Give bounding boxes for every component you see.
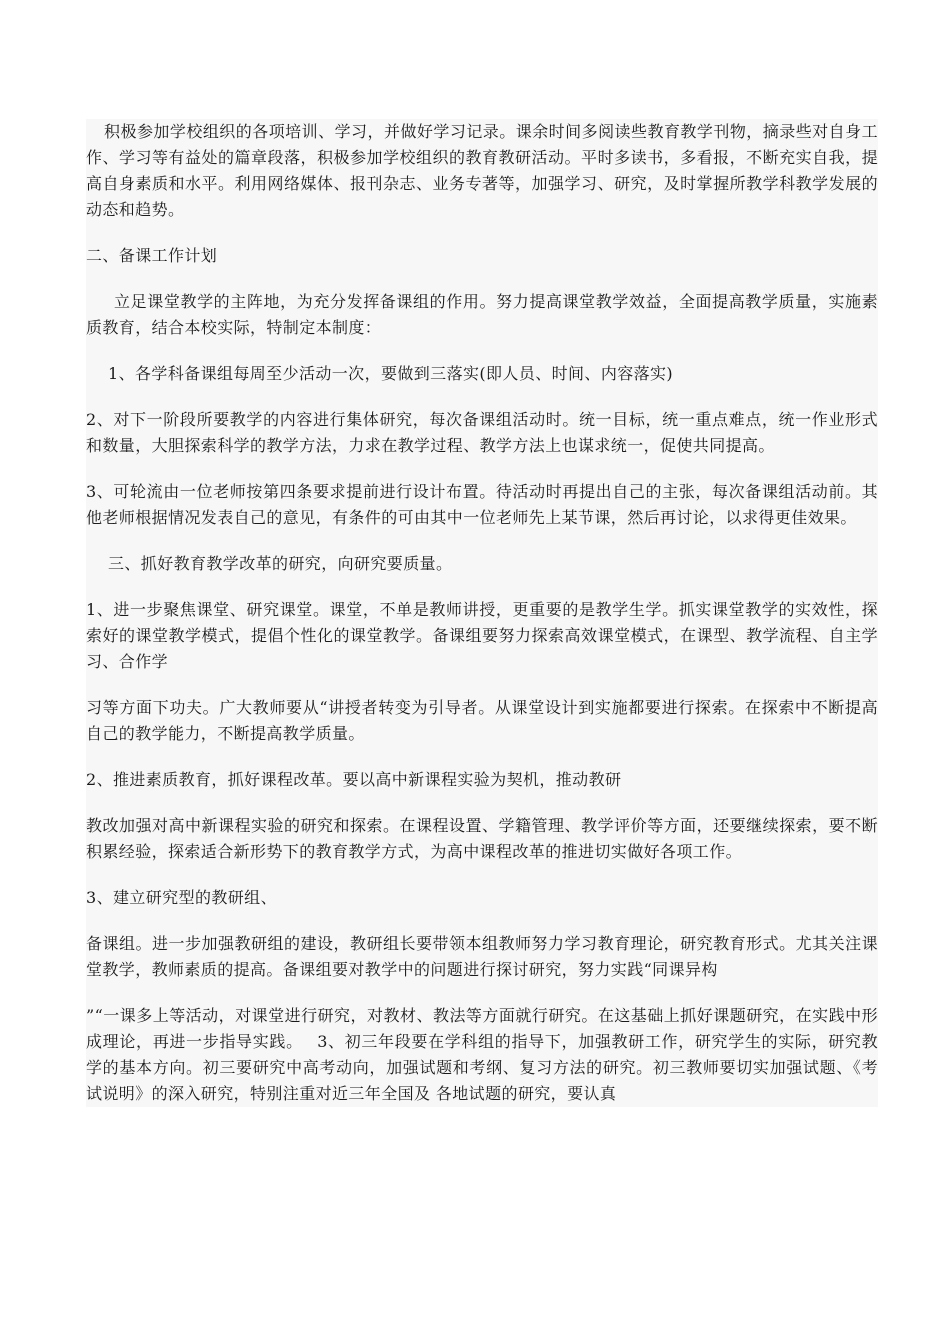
reform-item-1: 1、进一步聚焦课堂、研究课堂。课堂，不单是教师讲授，更重要的是教学生学。抓实课堂教学的实效性，探索好的课堂教学模式，提倡个性化的课堂教学。备课组要努力探索高效课堂模式，在课型、教学流程、自主学习、合作学 [86,600,878,671]
heading-reform: 三、抓好教育教学改革的研究，向研究要质量。 [108,554,453,573]
paragraph-lesson-prep-intro: 立足课堂教学的主阵地，为充分发挥备课组的作用。努力提高课堂教学效益，全面提高教学质量，实施素质教育，结合本校实际，特制定本制度： [86,292,878,337]
list-item-3: 3、可轮流由一位老师按第四条要求提前进行设计布置。待活动时再提出自己的主张，每次备课组活动前。其他老师根据情况发表自己的意见，有条件的可由其中一位老师先上某节课，然后再讨论，以求得更佳效果。 [86,482,878,527]
document-body [86,119,878,1107]
list-item-1: 1、各学科备课组每周至少活动一次，要做到三落实(即人员、时间、内容落实) [108,364,674,383]
reform-item-3-cont: 备课组。进一步加强教研组的建设，教研组长要带领本组教师努力学习教育理论，研究教育形式。尤其关注课堂教学，教师素质的提高。备课组要对教学中的问题进行探讨研究，努力实践“同课异构 [86,934,878,979]
list-item-2: 2、对下一阶段所要教学的内容进行集体研究，每次备课组活动时。统一目标，统一重点难点，统一作业形式和数量，大胆探索科学的教学方法，力求在教学过程、教学方法上也谋求统一，促使共同提高。 [86,410,878,455]
heading-lesson-prep: 二、备课工作计划 [86,246,218,265]
paragraph-study: 积极参加学校组织的各项培训、学习，并做好学习记录。课余时间多阅读些教育教学刊物，摘录些对自身工作、学习等有益处的篇章段落，积极参加学校组织的教育教研活动。平时多读书，多看报，不断充实自我，提高自身素质和水平。利用网络媒体、报刊杂志、业务专著等，加强学习、研究，及时掌握所教学科教学发展的动态和趋势。 [86,122,878,219]
reform-item-3: 3、建立研究型的教研组、 [86,888,277,907]
reform-item-2: 2、推进素质教育，抓好课程改革。要以高中新课程实验为契机，推动教研 [86,770,622,789]
reform-item-1-cont: 习等方面下功夫。广大教师要从“讲授者转变为引导者。从课堂设计到实施都要进行探索。在探索中不断提高自己的教学能力，不断提高教学质量。 [86,698,878,743]
reform-item-2-cont: 教改加强对高中新课程实验的研究和探索。在课程设置、学籍管理、教学评价等方面，还要继续探索，要不断积累经验，探索适合新形势下的教育教学方式，为高中课程改革的推进切实做好各项工作。 [86,816,878,861]
reform-item-3-tail: ”“一课多上等活动，对课堂进行研究，对教材、教法等方面就行研究。在这基础上抓好课题研究，在实践中形成理论，再进一步指导实践。 3、初三年段要在学科组的指导下，加强教研工作，研究学生的实际，研究教学的基本方向。初三要研究中高考动向，加强试题和考纲、复习方法的研究。初三教师要切实加强试题、《考试说明》的深入研究，特别注重对近三年全国及 各地试题的研究，要认真 [86,1006,878,1103]
